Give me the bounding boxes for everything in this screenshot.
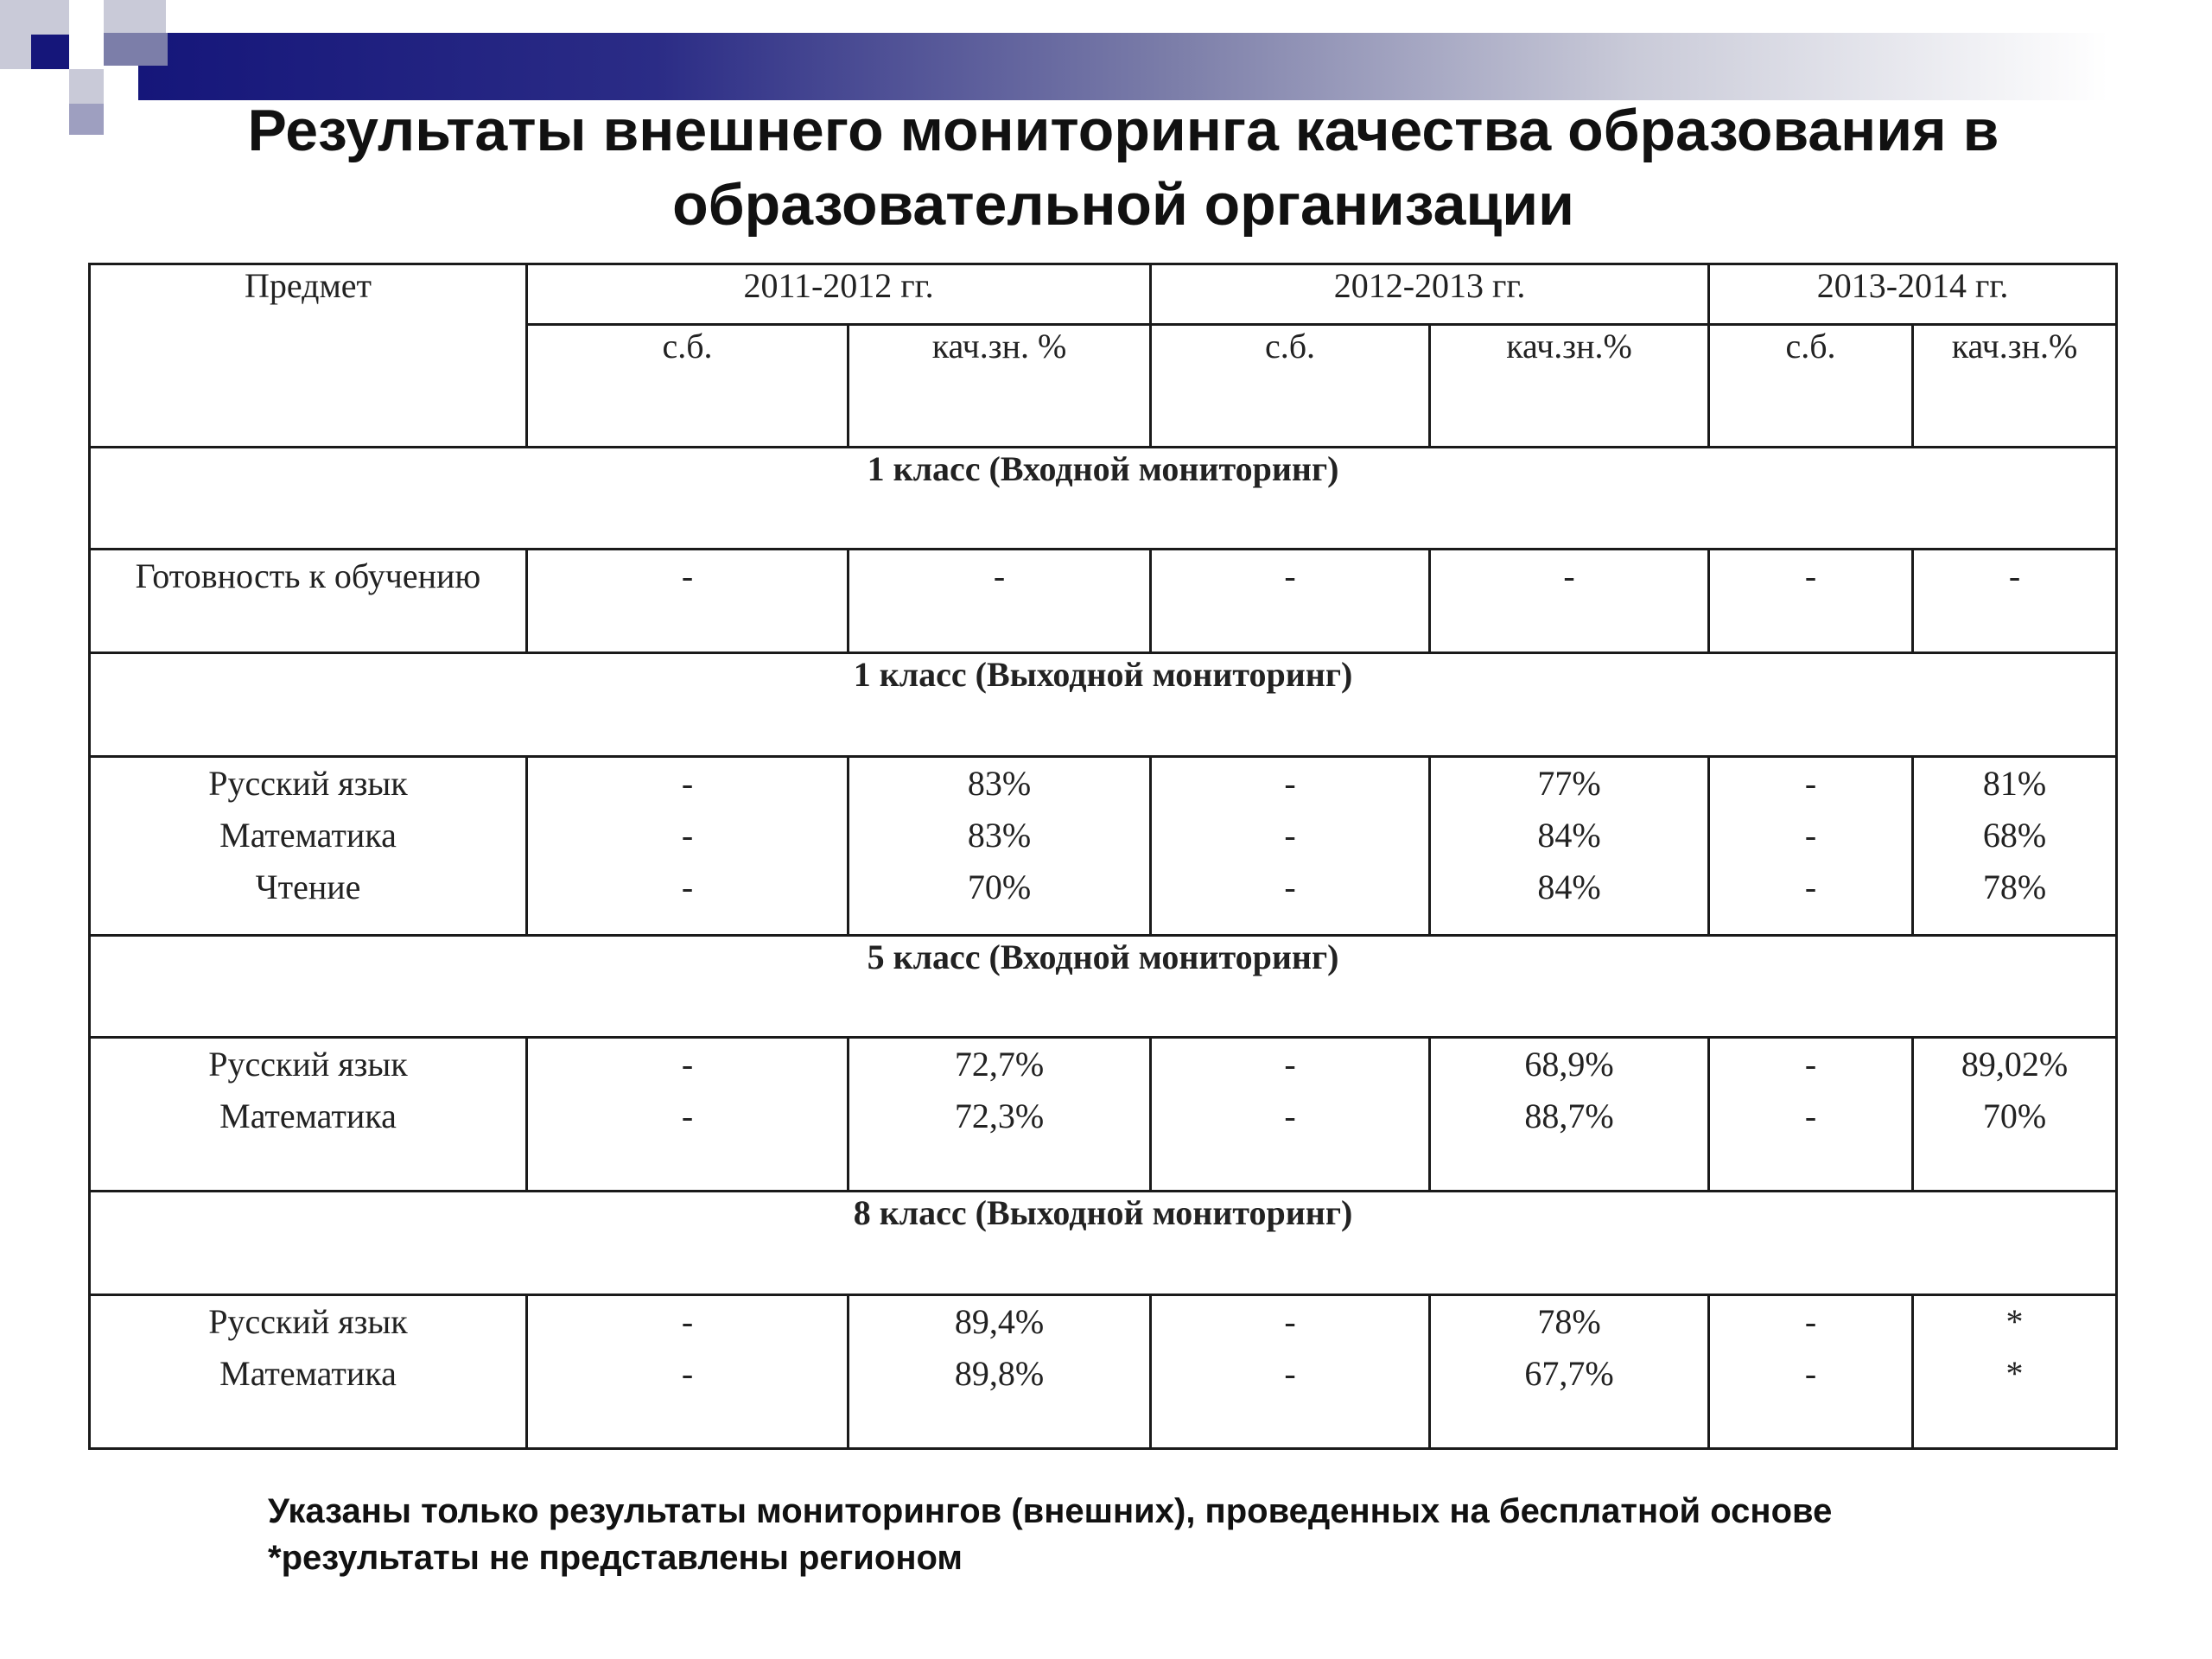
subject-name: Готовность к обучению (135, 556, 481, 596)
title-line: образовательной организации (672, 172, 1574, 238)
section-row (90, 1191, 2117, 1294)
value-cell (1913, 757, 2117, 935)
cell-value: 70% (967, 868, 1032, 907)
cell-value: 89,4% (954, 1301, 1045, 1341)
metric-header: с.б. (527, 325, 849, 448)
cell-value: - (1563, 556, 1575, 596)
value-cell (1430, 1294, 1709, 1448)
value-cell (527, 550, 849, 653)
cell-value: - (1804, 1353, 1817, 1393)
cell-value: - (1804, 1096, 1817, 1135)
deco-square (31, 35, 69, 69)
subject-cell (90, 550, 527, 653)
year-header: 2012-2013 гг. (1151, 264, 1709, 325)
cell-value: 68% (1982, 816, 2047, 855)
value-cell (849, 1037, 1151, 1191)
cell-value: - (1284, 816, 1296, 855)
value-cell (1151, 1294, 1430, 1448)
cell-value: - (681, 1044, 694, 1084)
cell-value: 89,8% (954, 1353, 1045, 1393)
cell-value: 83% (967, 816, 1032, 855)
value-cell (1709, 757, 1913, 935)
cell-value: 78% (1982, 868, 2047, 907)
subject-cell (90, 1037, 527, 1191)
results-table (88, 263, 2118, 1450)
value-cell (1913, 1294, 2117, 1448)
subject-name: Русский язык (208, 1044, 408, 1084)
cell-value: - (681, 1353, 694, 1393)
cell-value: - (681, 764, 694, 804)
cell-value: - (681, 816, 694, 855)
section-title: 1 класс (Выходной мониторинг) (90, 653, 2117, 757)
cell-value: 67,7% (1524, 1353, 1614, 1393)
year-header: 2011-2012 гг. (527, 264, 1151, 325)
value-cell (849, 1294, 1151, 1448)
year-header: 2013-2014 гг. (1709, 264, 2117, 325)
cell-value: - (993, 556, 1006, 596)
value-cell (1430, 757, 1709, 935)
cell-value: 68,9% (1524, 1044, 1614, 1084)
cell-value: 89,02% (1961, 1044, 2069, 1084)
header-row-years (90, 264, 2117, 325)
footnote (268, 1488, 1832, 1581)
cell-value: - (681, 1096, 694, 1135)
cell-value: - (1804, 868, 1817, 907)
section-row (90, 935, 2117, 1037)
metric-header: с.б. (1151, 325, 1430, 448)
cell-value: - (681, 1301, 694, 1341)
value-cell (849, 757, 1151, 935)
cell-value: * (2005, 1353, 2024, 1393)
data-row (90, 550, 2117, 653)
value-cell (1430, 1037, 1709, 1191)
cell-value: 83% (967, 764, 1032, 804)
cell-value: 72,3% (954, 1096, 1045, 1135)
data-row (90, 757, 2117, 935)
data-row (90, 1294, 2117, 1448)
table-body (90, 264, 2117, 1449)
section-title: 5 класс (Входной мониторинг) (90, 935, 2117, 1037)
cell-value: 81% (1982, 764, 2047, 804)
cell-value: * (2005, 1301, 2024, 1341)
value-cell (527, 757, 849, 935)
value-cell (527, 1294, 849, 1448)
cell-value: - (681, 556, 694, 596)
value-cell (849, 550, 1151, 653)
subject-cell (90, 1294, 527, 1448)
cell-value: - (1804, 816, 1817, 855)
cell-value: - (681, 868, 694, 907)
cell-value: - (1284, 1301, 1296, 1341)
cell-value: - (1804, 1301, 1817, 1341)
section-row (90, 448, 2117, 550)
page-title (0, 93, 2212, 242)
cell-value: 84% (1537, 816, 1601, 855)
value-cell (1913, 1037, 2117, 1191)
subject-header: Предмет (90, 264, 527, 448)
value-cell (1151, 757, 1430, 935)
title-line: Результаты внешнего мониторинга качества образования в (247, 98, 1999, 163)
value-cell (1151, 550, 1430, 653)
value-cell (1709, 1294, 1913, 1448)
footnote-line: *результаты не представлены регионом (268, 1539, 963, 1577)
section-row (90, 653, 2117, 757)
cell-value: - (1804, 764, 1817, 804)
cell-value: - (1284, 556, 1296, 596)
value-cell (1709, 550, 1913, 653)
value-cell (527, 1037, 849, 1191)
value-cell (1709, 1037, 1913, 1191)
cell-value: - (1284, 1353, 1296, 1393)
value-cell (1430, 550, 1709, 653)
subject-name: Математика (219, 1096, 397, 1135)
cell-value: - (1284, 1044, 1296, 1084)
cell-value: 78% (1537, 1301, 1601, 1341)
section-title: 8 класс (Выходной мониторинг) (90, 1191, 2117, 1294)
cell-value: - (1284, 1096, 1296, 1135)
metric-header: кач.зн. % (849, 325, 1151, 448)
cell-value: 84% (1537, 868, 1601, 907)
data-row (90, 1037, 2117, 1191)
cell-value: - (1284, 764, 1296, 804)
cell-value: - (1284, 868, 1296, 907)
value-cell (1913, 550, 2117, 653)
footnote-line: Указаны только результаты мониторингов (внешних), проведенных на бесплатной основе (268, 1492, 1833, 1530)
cell-value: 70% (1982, 1096, 2047, 1135)
metric-header: кач.зн.% (1430, 325, 1709, 448)
cell-value: - (1804, 1044, 1817, 1084)
subject-name: Русский язык (208, 1301, 408, 1341)
metric-header: кач.зн.% (1913, 325, 2117, 448)
section-title: 1 класс (Входной мониторинг) (90, 448, 2117, 550)
cell-value: - (1804, 556, 1817, 596)
subject-cell (90, 757, 527, 935)
subject-name: Математика (219, 816, 397, 855)
cell-value: 88,7% (1524, 1096, 1614, 1135)
subject-name: Чтение (255, 868, 361, 907)
cell-value: - (2008, 556, 2021, 596)
value-cell (1151, 1037, 1430, 1191)
deco-square (104, 33, 168, 66)
gradient-bar (138, 33, 2212, 100)
subject-name: Математика (219, 1353, 397, 1393)
metric-header: с.б. (1709, 325, 1913, 448)
subject-name: Русский язык (208, 764, 408, 804)
cell-value: 77% (1537, 764, 1601, 804)
deco-square (104, 0, 166, 33)
cell-value: 72,7% (954, 1044, 1045, 1084)
